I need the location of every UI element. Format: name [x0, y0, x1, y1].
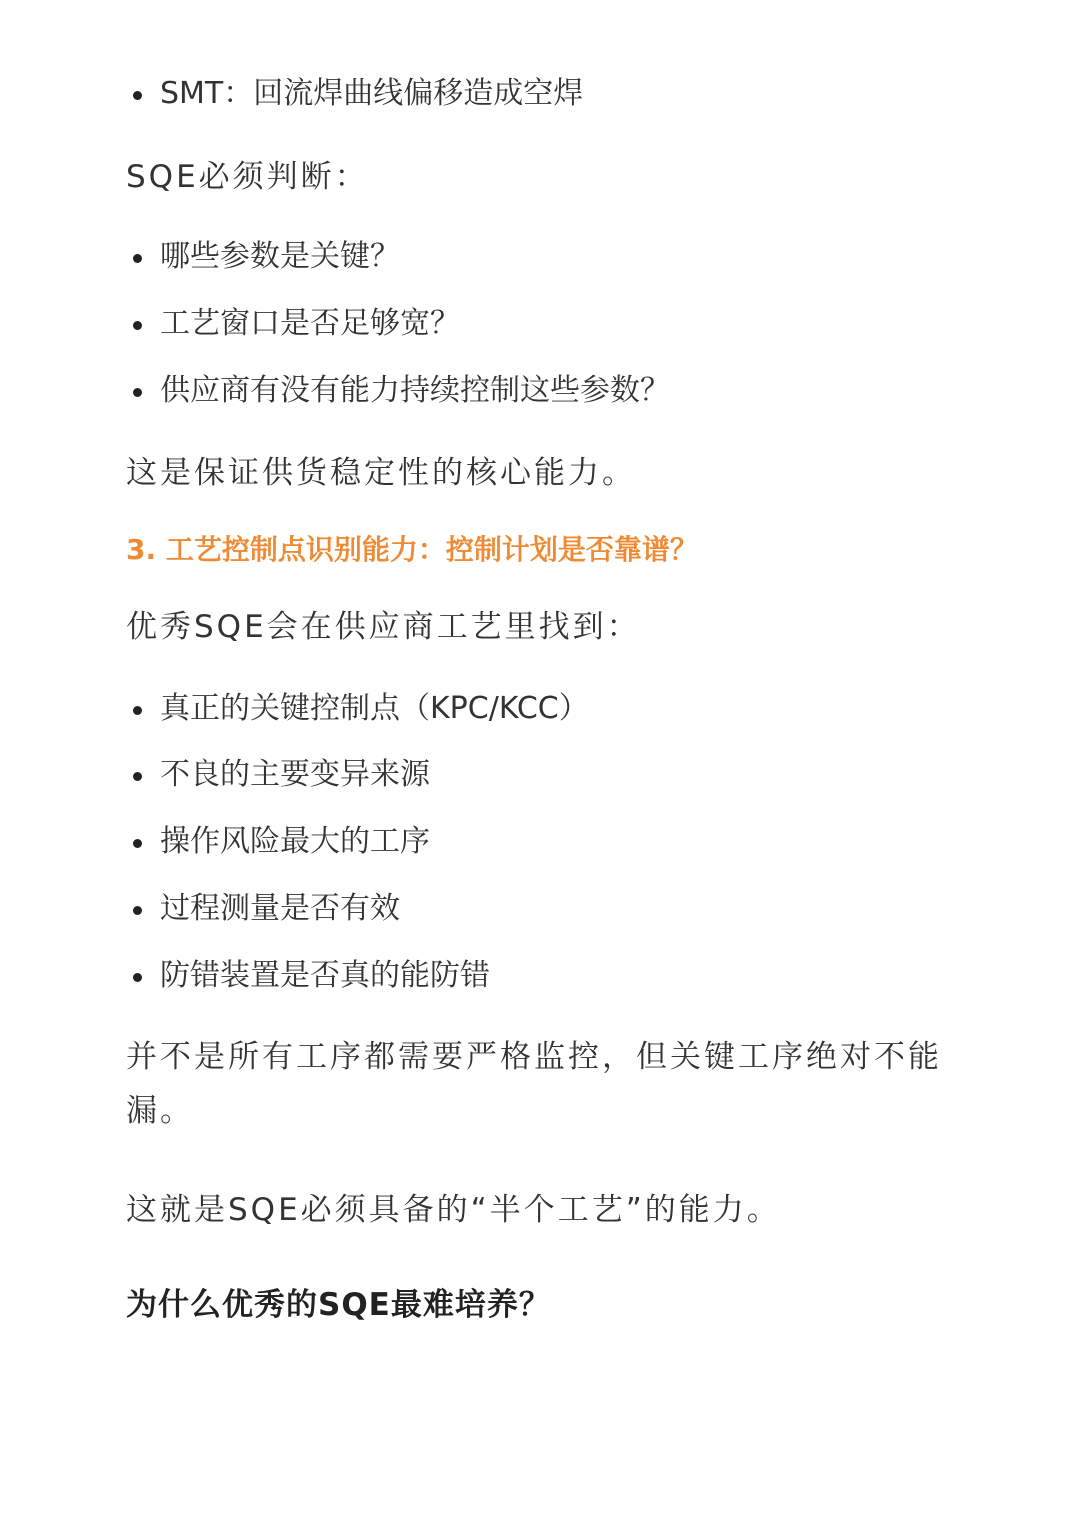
list-item-text: 不良的主要变异来源: [160, 757, 430, 792]
list-item-text: 防错装置是否真的能防错: [160, 958, 490, 993]
list-item-text: SMT：回流焊曲线偏移造成空焊: [160, 76, 584, 111]
bullet-dot-icon: [133, 321, 142, 330]
list-item-text: 工艺窗口是否足够宽？: [160, 306, 460, 341]
list-item-text: 操作风险最大的工序: [160, 824, 430, 859]
list-item: [160, 689, 589, 729]
bullet-dot-icon: [133, 388, 142, 397]
paragraph-key-process-no-miss: 并不是所有工序都需要严格监控，但关键工序绝对不能漏。: [126, 1039, 942, 1129]
list-item: [160, 304, 460, 344]
list-item: [160, 889, 400, 929]
list-item-text: 哪些参数是关键？: [160, 239, 400, 274]
list-item: [160, 956, 490, 996]
bullet-dot-icon: [133, 772, 142, 781]
list-item-text: 过程测量是否有效: [160, 891, 400, 926]
list-item: [160, 822, 430, 862]
section-heading-why-hard: 为什么优秀的SQE最难培养？: [126, 1287, 551, 1323]
paragraph-half-process-ability: 这就是SQE必须具备的“半个工艺”的能力。: [126, 1192, 781, 1228]
list-item-text: 供应商有没有能力持续控制这些参数？: [160, 373, 670, 408]
bullet-dot-icon: [133, 973, 142, 982]
section-heading-3: 3. 工艺控制点识别能力：控制计划是否靠谱？: [126, 533, 698, 566]
paragraph-excellent-sqe-finds: 优秀SQE会在供应商工艺里找到：: [126, 609, 641, 645]
bullet-dot-icon: [133, 254, 142, 263]
paragraph-core-capability: 这是保证供货稳定性的核心能力。: [126, 455, 636, 491]
bullet-dot-icon: [133, 91, 142, 100]
list-item-text: 真正的关键控制点（KPC/KCC）: [160, 691, 589, 726]
list-item: [160, 237, 400, 277]
list-item: [160, 755, 430, 795]
paragraph-sqe-must-judge: SQE必须判断：: [126, 159, 369, 195]
list-item: [160, 74, 583, 114]
bullet-dot-icon: [133, 839, 142, 848]
list-item: [160, 371, 670, 411]
bullet-dot-icon: [133, 706, 142, 715]
bullet-dot-icon: [133, 906, 142, 915]
